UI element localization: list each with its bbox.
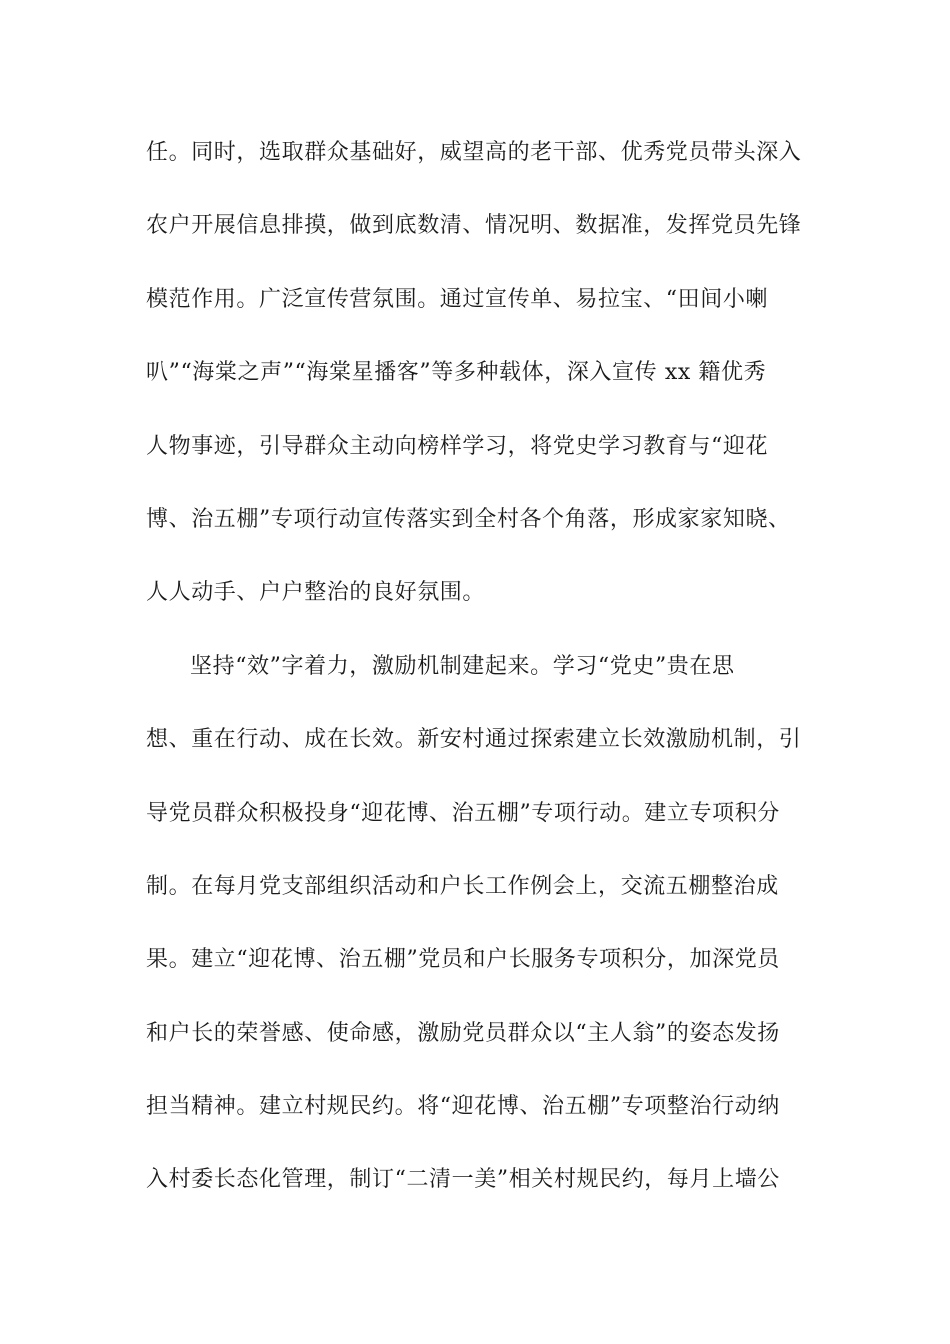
text-line: 导党员群众积极投身“迎花博、治五棚”专项行动。建立专项积分 (146, 800, 780, 826)
text-line: 博、治五棚”专项行动宣传落实到全村各个角落，形成家家知晓、 (146, 506, 791, 532)
text-line: 入村委长态化管理，制订“二清一美”相关村规民约，每月上墙公 (146, 1167, 780, 1193)
text-line: 制。在每月党支部组织活动和户长工作例会上，交流五棚整治成 (146, 873, 779, 899)
body-text (146, 128, 806, 1229)
text-line: 和户长的荣誉感、使命感，激励党员群众以“主人翁”的姿态发扬 (146, 1020, 780, 1046)
text-line: 人物事迹，引导群众主动向榜样学习，将党史学习教育与“迎花 (146, 433, 769, 459)
text-line: 想、重在行动、成在长效。新安村通过探索建立长效激励机制，引 (146, 727, 802, 753)
text-line: 叭”“海棠之声”“海棠星播客”等多种载体，深入宣传 xx 籍优秀 (146, 360, 767, 386)
text-line: 模范作用。广泛宣传营氛围。通过宣传单、易拉宝、“田间小喇 (146, 286, 769, 312)
text-line: 担当精神。建立村规民约。将“迎花博、治五棚”专项整治行动纳 (146, 1094, 780, 1120)
text-line: 任。同时，选取群众基础好，威望高的老干部、优秀党员带头深入 (146, 140, 802, 165)
paragraph-start-line: 坚持“效”字着力，激励机制建起来。学习“党史”贵在思 (190, 653, 735, 679)
text-line: 农户开展信息排摸，做到底数清、情况明、数据准，发挥党员先锋 (146, 213, 802, 239)
text-line: 人人动手、户户整治的良好氛围。 (146, 580, 486, 606)
text-line: 果。建立“迎花博、治五棚”党员和户长服务专项积分，加深党员 (146, 947, 780, 973)
